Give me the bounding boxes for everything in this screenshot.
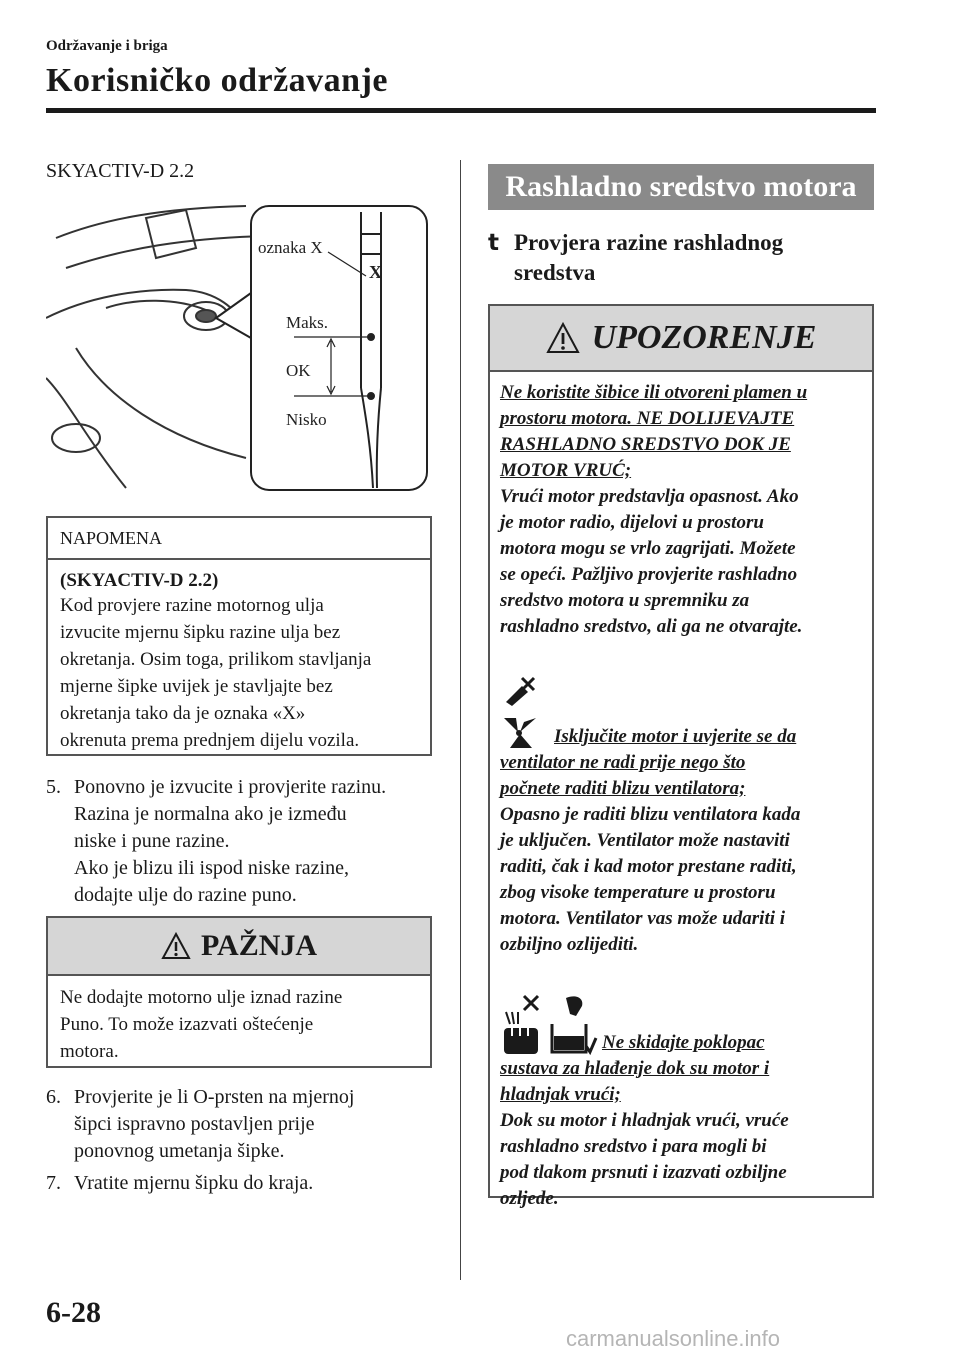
warning-line: motora mogu se vrlo zagrijati. Možete bbox=[500, 538, 796, 559]
warning-line: motora. Ventilator vas može udariti i bbox=[500, 908, 786, 929]
warning-line: rashladno sredstvo, ali ga ne otvarajte. bbox=[500, 616, 803, 637]
warning-line: Isključite motor i uvjerite se da bbox=[554, 726, 797, 747]
step-7 bbox=[46, 1170, 313, 1197]
step-line: Vratite mjernu šipku do kraja. bbox=[74, 1172, 314, 1194]
warning-emphasis bbox=[500, 750, 860, 802]
dipstick-figure bbox=[46, 198, 430, 498]
caution-header bbox=[48, 918, 430, 976]
warning-line: počnete raditi blizu ventilatora; bbox=[500, 778, 746, 799]
step-number: 6. bbox=[46, 1086, 61, 1108]
warning-line: je uključen. Ventilator može nastaviti bbox=[500, 830, 790, 851]
ok-label: OK bbox=[286, 361, 311, 380]
warning-title: UPOZORENJE bbox=[591, 319, 817, 356]
warning-text bbox=[500, 1108, 860, 1212]
warning-line: MOTOR VRUĆ; bbox=[500, 460, 632, 481]
step-number: 7. bbox=[46, 1172, 61, 1194]
caution-line: Puno. To može izazvati oštećenje bbox=[60, 1014, 314, 1035]
warning-header bbox=[490, 306, 872, 372]
note-line: mjerne šipke uvijek je stavljajte bez bbox=[60, 676, 333, 697]
heading-bullet: t bbox=[488, 230, 499, 256]
no-tools-icon bbox=[500, 672, 540, 706]
warning-line: ozljede. bbox=[500, 1188, 559, 1209]
warning-text bbox=[500, 484, 860, 640]
caution-line: Ne dodajte motorno ulje iznad razine bbox=[60, 987, 343, 1008]
warning-line: Dok su motor i hladnjak vrući, vruće bbox=[500, 1110, 789, 1131]
heading-line: sredstva bbox=[514, 260, 596, 285]
warning-line: rashladno sredstvo i para mogli bi bbox=[500, 1136, 767, 1157]
note-box bbox=[46, 516, 432, 756]
note-header: NAPOMENA bbox=[48, 518, 430, 560]
heading-line: Provjera razine rashladnog bbox=[514, 230, 784, 255]
step-number: 5. bbox=[46, 776, 61, 798]
check-heading bbox=[488, 228, 783, 288]
caution-body bbox=[48, 976, 430, 1073]
warning-line: sustava za hlađenje dok su motor i bbox=[500, 1058, 770, 1079]
warning-line: se opeći. Pažljivo provjerite rashladno bbox=[500, 564, 798, 585]
step-line: šipci ispravno postavljen prije bbox=[74, 1113, 315, 1135]
coolant-section-banner: Rashladno sredstvo motora bbox=[488, 164, 874, 210]
warning-line: pod tlakom prsnuti i izazvati ozbiljne bbox=[500, 1162, 787, 1183]
step-5 bbox=[46, 774, 386, 909]
fan-icon bbox=[500, 714, 540, 750]
warning-line: je motor radio, dijelovi u prostoru bbox=[500, 512, 764, 533]
warning-line: sredstvo motora u spremniku za bbox=[500, 590, 750, 611]
no-open-cap-icon bbox=[500, 992, 542, 1056]
warning-line: ventilator ne radi prije nego što bbox=[500, 752, 746, 773]
page-number: 6-28 bbox=[46, 1296, 101, 1329]
step-line: dodajte ulje do razine puno. bbox=[74, 884, 297, 906]
warning-emphasis bbox=[500, 1056, 860, 1108]
step-line: Ponovno je izvucite i provjerite razinu. bbox=[74, 776, 387, 798]
warning-line: ozbiljno ozlijediti. bbox=[500, 934, 639, 955]
warning-line: raditi, čak i kad motor prestane raditi, bbox=[500, 856, 797, 877]
warning-line: hladnjak vrući; bbox=[500, 1084, 621, 1105]
warning-emphasis bbox=[500, 380, 860, 484]
note-body bbox=[48, 592, 430, 754]
section-label: Održavanje i briga bbox=[46, 38, 168, 54]
note-line: okretanja. Osim toga, prilikom stavljanja bbox=[60, 649, 372, 670]
caution-line: motora. bbox=[60, 1041, 119, 1062]
step-line: Ako je blizu ili ispod niske razine, bbox=[74, 857, 349, 879]
watermark: carmanualsonline.info bbox=[566, 1326, 781, 1351]
warning-line: Vrući motor predstavlja opasnost. Ako bbox=[500, 486, 799, 507]
max-label: Maks. bbox=[286, 313, 329, 332]
step-line: Provjerite je li O-prsten na mjernoj bbox=[74, 1086, 355, 1108]
warning-line: Ne koristite šibice ili otvoreni plamen u bbox=[500, 382, 808, 403]
column-divider bbox=[460, 160, 461, 1280]
low-label: Nisko bbox=[286, 410, 327, 429]
step-line: ponovnog umetanja šipke. bbox=[74, 1140, 285, 1162]
note-line: Kod provjere razine motornog ulja bbox=[60, 595, 324, 616]
caution-title: PAŽNJA bbox=[200, 929, 318, 962]
note-line: okrenuta prema prednjem dijelu vozila. bbox=[60, 730, 360, 751]
radiator-cap-warning-row bbox=[500, 992, 860, 1056]
step-line: Razina je normalna ako je između bbox=[74, 803, 347, 825]
note-line: okretanja tako da je oznaka «X» bbox=[60, 703, 306, 724]
coolant-reservoir-check-icon bbox=[546, 992, 598, 1056]
warning-line: prostoru motora. NE DOLIJEVAJTE bbox=[500, 408, 795, 429]
warning-line: Ne skidajte poklopac bbox=[602, 1032, 765, 1053]
warning-box bbox=[488, 304, 874, 1209]
caution-box bbox=[46, 916, 432, 1068]
step-6 bbox=[46, 1084, 354, 1165]
warning-line: zbog visoke temperature u prostoru bbox=[500, 882, 776, 903]
fan-warning-row bbox=[500, 714, 860, 750]
x-mark: X bbox=[369, 262, 382, 282]
mark-x-label: oznaka X bbox=[258, 238, 323, 257]
engine-subheading: SKYACTIV-D 2.2 bbox=[46, 160, 195, 182]
step-line: niske i pune razine. bbox=[74, 830, 230, 852]
warning-triangle-icon bbox=[161, 932, 191, 960]
title-rule bbox=[46, 108, 876, 113]
warning-triangle-icon bbox=[546, 322, 580, 354]
warning-content bbox=[490, 372, 872, 1212]
page-title: Korisničko održavanje bbox=[46, 62, 388, 99]
warning-text bbox=[500, 802, 860, 958]
warning-line: Opasno je raditi blizu ventilatora kada bbox=[500, 804, 801, 825]
warning-line: RASHLADNO SREDSTVO DOK JE bbox=[500, 434, 791, 455]
note-subtitle: (SKYACTIV-D 2.2) bbox=[60, 570, 219, 591]
note-line: izvucite mjernu šipku razine ulja bez bbox=[60, 622, 341, 643]
